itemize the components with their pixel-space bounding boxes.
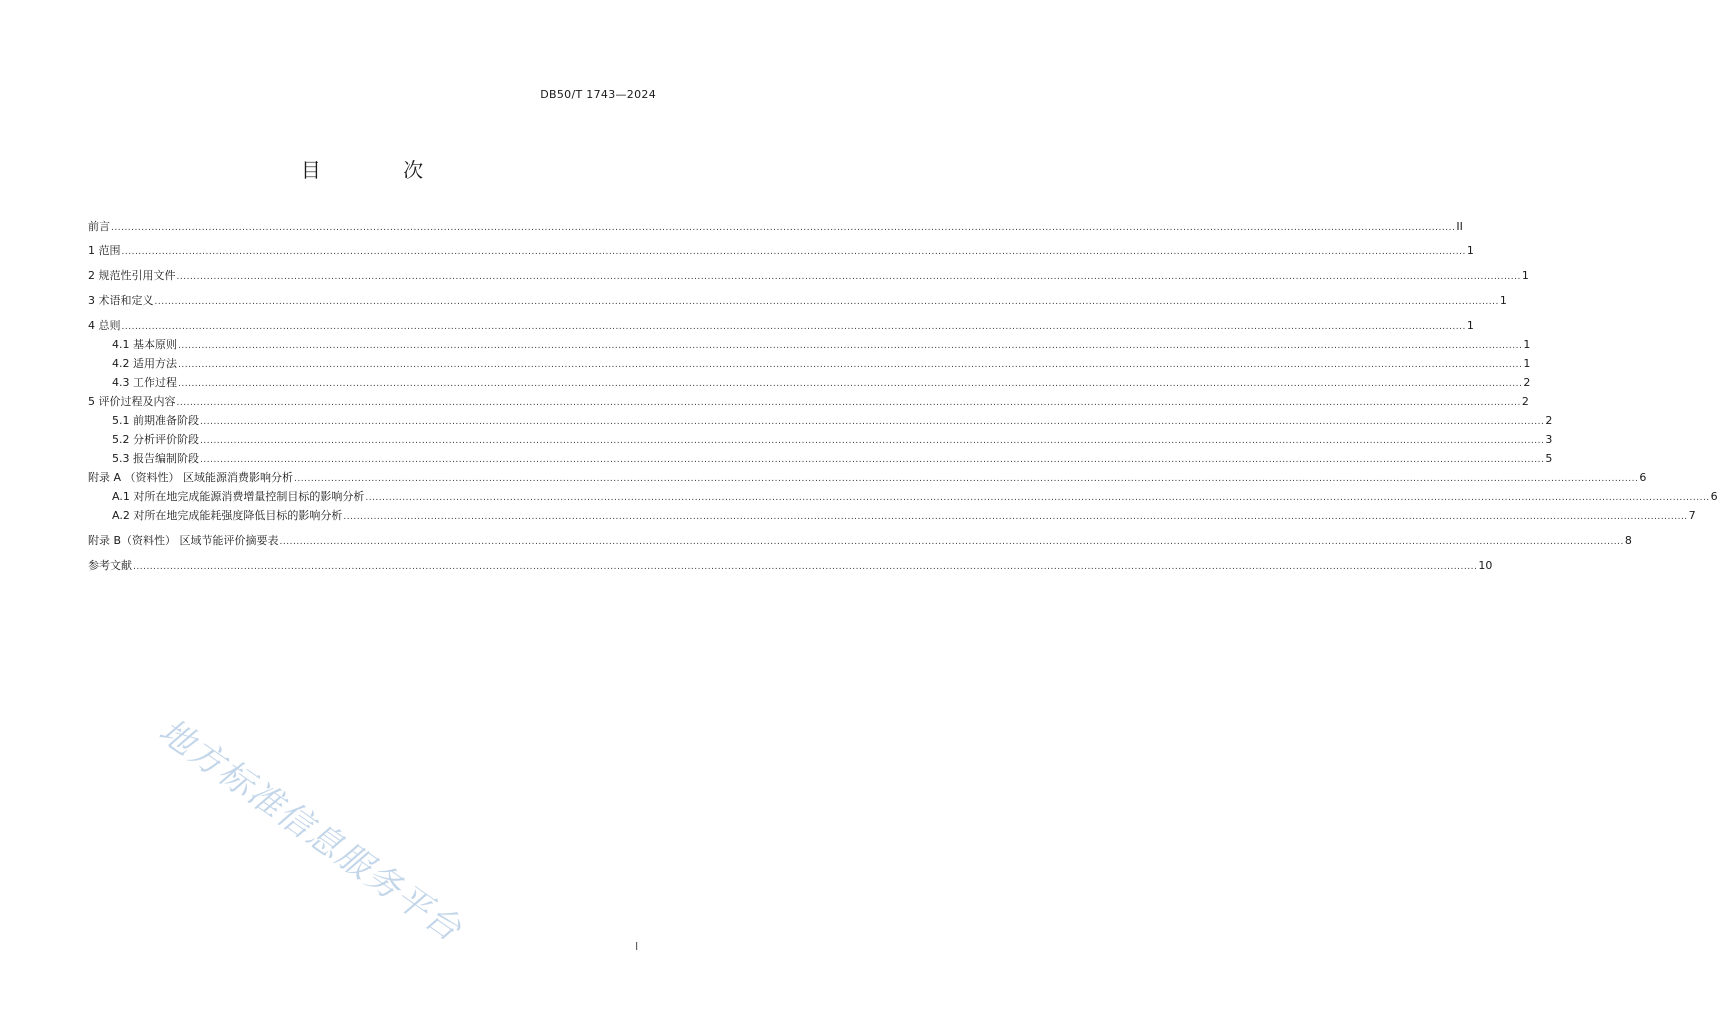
toc-leader-dots: ................................................................................................................................................................................................................................................................................................................................................................................................................ (133, 562, 1478, 572)
toc-entry[interactable] (88, 357, 1531, 371)
toc-leader-dots: ................................................................................................................................................................................................................................................................................................................................................................................................................ (200, 417, 1545, 427)
toc-entry-page: 1 (1466, 319, 1474, 332)
toc-entry-page: 8 (1624, 534, 1632, 547)
toc-entry-label: 5.1 前期准备阶段 (112, 414, 199, 427)
toc-entry-page: 3 (1545, 433, 1553, 446)
toc-entry-label: A.2 对所在地完成能耗强度降低目标的影响分析 (112, 509, 343, 522)
toc-entry[interactable] (88, 452, 1553, 466)
toc-entry-page: 10 (1478, 559, 1493, 572)
toc-entry[interactable] (88, 395, 1529, 409)
toc-entry[interactable] (88, 319, 1474, 333)
toc-entry-page: 6 (1639, 471, 1647, 484)
page-title: 目 次 (300, 158, 462, 182)
toc-entry-label: 4.2 适用方法 (112, 357, 177, 370)
toc-leader-dots: ................................................................................................................................................................................................................................................................................................................................................................................................................ (279, 537, 1624, 547)
toc-entry-page: 2 (1523, 376, 1531, 389)
toc-entry-page: 2 (1521, 395, 1529, 408)
toc-entry[interactable] (88, 220, 1463, 234)
toc-entry-page: 1 (1521, 269, 1529, 282)
toc-entry[interactable] (88, 376, 1531, 390)
toc-entry-label: 参考文献 (88, 559, 132, 572)
toc-entry[interactable] (88, 294, 1507, 308)
toc-entry[interactable] (88, 471, 1647, 485)
toc-entry-page: 6 (1710, 490, 1718, 503)
toc-entry-label: 5.3 报告编制阶段 (112, 452, 199, 465)
toc-leader-dots: ................................................................................................................................................................................................................................................................................................................................................................................................................ (121, 247, 1466, 257)
toc-leader-dots: ................................................................................................................................................................................................................................................................................................................................................................................................................ (176, 398, 1521, 408)
toc-entry-label: 4.3 工作过程 (112, 376, 177, 389)
toc-leader-dots: ................................................................................................................................................................................................................................................................................................................................................................................................................ (121, 322, 1466, 332)
table-of-contents (88, 220, 1718, 573)
toc-entry-page: 7 (1688, 509, 1696, 522)
document-code: DB50/T 1743—2024 (540, 88, 656, 101)
toc-entry[interactable] (88, 269, 1529, 283)
toc-entry-page: 2 (1545, 414, 1553, 427)
toc-entry[interactable] (88, 509, 1696, 523)
toc-entry[interactable] (88, 338, 1531, 352)
toc-entry-label: 附录 B（资料性） 区域节能评价摘要表 (88, 534, 279, 547)
toc-entry-label: 前言 (88, 220, 110, 233)
watermark: 地方标准信息服务平台 (151, 710, 470, 951)
toc-entry-label: 5.2 分析评价阶段 (112, 433, 199, 446)
toc-entry[interactable] (88, 414, 1553, 428)
toc-entry-label: 2 规范性引用文件 (88, 269, 176, 282)
toc-leader-dots: ................................................................................................................................................................................................................................................................................................................................................................................................................ (343, 512, 1688, 522)
toc-entry-label: 附录 A （资料性） 区域能源消费影响分析 (88, 471, 294, 484)
toc-entry[interactable] (88, 534, 1632, 548)
toc-leader-dots: ................................................................................................................................................................................................................................................................................................................................................................................................................ (200, 455, 1545, 465)
toc-leader-dots: ................................................................................................................................................................................................................................................................................................................................................................................................................ (365, 493, 1710, 503)
toc-entry-label: 3 术语和定义 (88, 294, 154, 307)
toc-leader-dots: ................................................................................................................................................................................................................................................................................................................................................................................................................ (111, 223, 1456, 233)
toc-leader-dots: ................................................................................................................................................................................................................................................................................................................................................................................................................ (178, 360, 1523, 370)
toc-entry-page: 1 (1523, 357, 1531, 370)
toc-leader-dots: ................................................................................................................................................................................................................................................................................................................................................................................................................ (176, 272, 1521, 282)
toc-entry-page: 1 (1499, 294, 1507, 307)
toc-entry[interactable] (88, 490, 1718, 504)
toc-entry[interactable] (88, 559, 1493, 573)
toc-entry-label: 4 总则 (88, 319, 121, 332)
toc-leader-dots: ................................................................................................................................................................................................................................................................................................................................................................................................................ (154, 297, 1499, 307)
toc-entry-page: 1 (1466, 244, 1474, 257)
toc-entry[interactable] (88, 244, 1474, 258)
toc-leader-dots: ................................................................................................................................................................................................................................................................................................................................................................................................................ (294, 474, 1639, 484)
toc-entry-page: II (1456, 220, 1463, 233)
toc-leader-dots: ................................................................................................................................................................................................................................................................................................................................................................................................................ (178, 379, 1523, 389)
toc-entry-label: A.1 对所在地完成能源消费增量控制目标的影响分析 (112, 490, 365, 503)
toc-leader-dots: ................................................................................................................................................................................................................................................................................................................................................................................................................ (178, 341, 1523, 351)
toc-entry-label: 1 范围 (88, 244, 121, 257)
toc-entry-page: 1 (1523, 338, 1531, 351)
toc-entry-label: 5 评价过程及内容 (88, 395, 176, 408)
toc-entry-page: 5 (1545, 452, 1553, 465)
toc-leader-dots: ................................................................................................................................................................................................................................................................................................................................................................................................................ (200, 436, 1545, 446)
toc-entry[interactable] (88, 433, 1553, 447)
page-number: I (635, 940, 639, 953)
toc-entry-label: 4.1 基本原则 (112, 338, 177, 351)
